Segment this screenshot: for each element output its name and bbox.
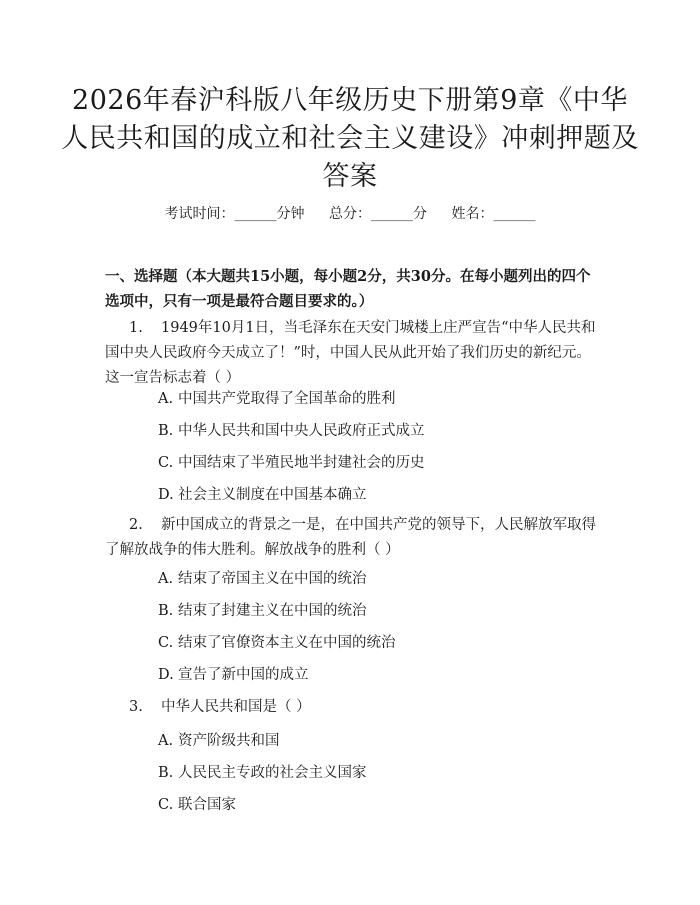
option-letter: B. (158, 603, 174, 619)
question-1-option-d (158, 485, 367, 505)
option-text: 资产阶级共和国 (178, 733, 280, 749)
option-letter: C. (158, 455, 174, 471)
option-letter: D. (158, 667, 174, 683)
exam-total-score: 总分：______分 (329, 206, 427, 222)
option-letter: A. (158, 733, 174, 749)
question-number: 2. (129, 517, 143, 533)
question-number: 3. (129, 699, 143, 715)
section-heading: 一、选择题（本大题共15小题，每小题2分，共30分。在每小题列出的四个选项中，只有一项是最符合题目要求的。） (105, 268, 591, 310)
question-3-option-c (158, 795, 236, 815)
option-letter: D. (158, 487, 174, 503)
question-1 (105, 316, 600, 391)
option-letter: A. (158, 571, 174, 587)
question-number: 1. (129, 320, 143, 336)
exam-info-line (0, 204, 700, 224)
question-2-option-b (158, 601, 367, 621)
question-1-option-c (158, 453, 425, 473)
option-letter: C. (158, 797, 174, 813)
option-letter: C. (158, 635, 174, 651)
option-text: 社会主义制度在中国基本确立 (178, 487, 367, 503)
question-1-option-a (158, 389, 396, 409)
option-letter: A. (158, 391, 174, 407)
question-2-option-d (158, 665, 309, 685)
option-letter: B. (158, 423, 174, 439)
option-letter: B. (158, 765, 174, 781)
option-text: 中华人民共和国中央人民政府正式成立 (178, 423, 425, 439)
option-text: 结束了封建主义在中国的统治 (178, 603, 367, 619)
exam-time: 考试时间：______分钟 (164, 206, 305, 222)
question-3 (105, 695, 600, 720)
question-2-option-a (158, 569, 367, 589)
question-2-option-c (158, 633, 396, 653)
option-text: 宣告了新中国的成立 (178, 667, 309, 683)
question-text: 1949年10月1日，当毛泽东在天安门城楼上庄严宣告“中华人民共和国中央人民政府今天成立了！”时，中国人民从此开始了我们历史的新纪元。这一宣告标志着（ ） (105, 320, 596, 386)
question-3-option-b (158, 763, 367, 783)
option-text: 结束了官僚资本主义在中国的统治 (178, 635, 396, 651)
option-text: 中国结束了半殖民地半封建社会的历史 (178, 455, 425, 471)
question-text: 新中国成立的背景之一是，在中国共产党的领导下，人民解放军取得了解放战争的伟大胜利。解放战争的胜利（ ） (105, 517, 596, 558)
option-text: 人民民主专政的社会主义国家 (178, 765, 367, 781)
option-text: 结束了帝国主义在中国的统治 (178, 571, 367, 587)
question-2 (105, 513, 600, 563)
question-text: 中华人民共和国是（ ） (161, 699, 311, 715)
option-text: 中国共产党取得了全国革命的胜利 (178, 391, 396, 407)
document-title: 2026年春沪科版八年级历史下册第9章《中华人民共和国的成立和社会主义建设》冲刺押题及答案 (61, 85, 639, 192)
student-name-field: 姓名：______ (451, 206, 536, 222)
question-1-option-b (158, 421, 425, 441)
question-3-option-a (158, 731, 280, 751)
option-text: 联合国家 (178, 797, 236, 813)
